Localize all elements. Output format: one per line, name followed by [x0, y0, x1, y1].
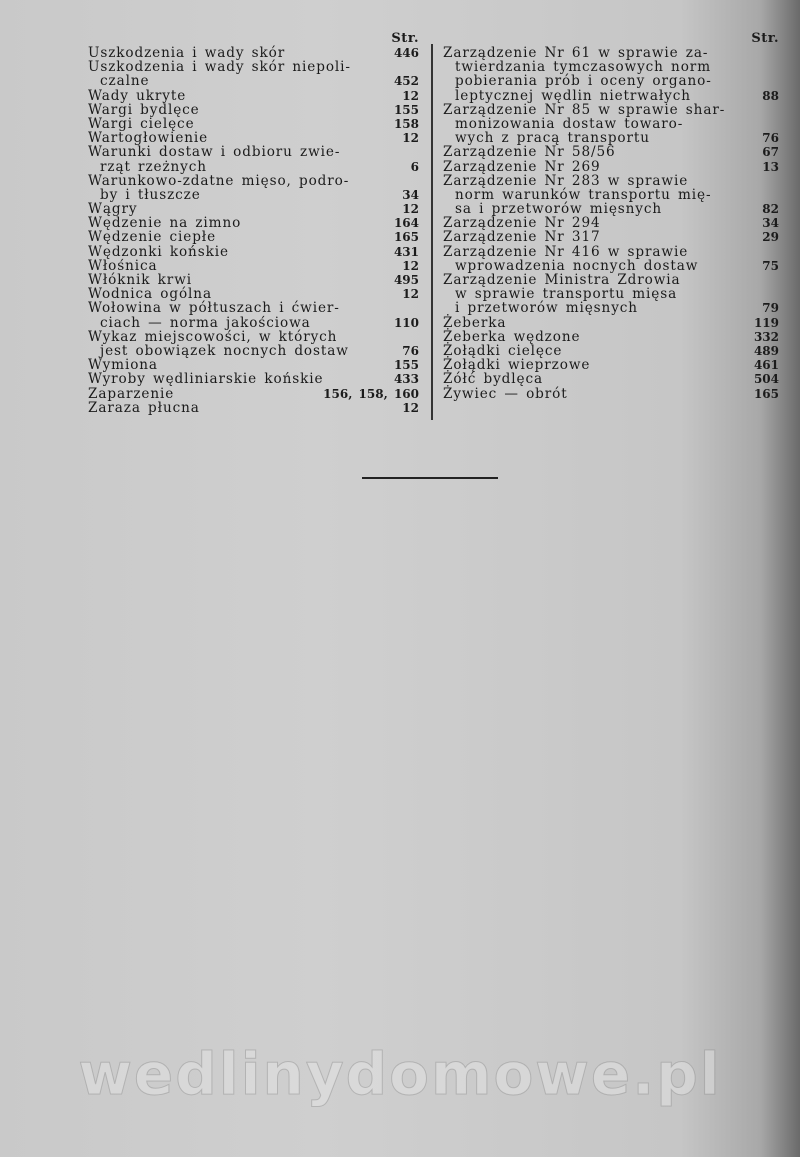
index-entry-line: [443, 344, 779, 358]
index-entry-line: [88, 344, 419, 358]
index-entry-line: [88, 131, 419, 145]
index-entry-line: [443, 74, 779, 88]
index-entry: [88, 202, 419, 216]
page-number: 431: [393, 244, 419, 259]
index-entry-text: Zarządzenie Nr 317: [443, 229, 601, 246]
index-entry: [88, 372, 419, 386]
index-entry-text: Wykaz miejscowości, w których: [88, 328, 338, 345]
index-entry-text: Zaraza płucna: [88, 399, 200, 416]
index-entry-text: ciach — norma jakościowa: [100, 314, 311, 331]
index-entry: [443, 344, 779, 358]
index-entry-line: [443, 230, 779, 244]
index-entry-text: by i tłuszcze: [100, 186, 201, 203]
page-number: 158: [393, 116, 419, 131]
index-entry: [443, 145, 779, 159]
index-entry-line: [88, 160, 419, 174]
page-number: 13: [762, 159, 779, 174]
index-entry-line: [88, 273, 419, 287]
index-entry: [88, 216, 419, 230]
page-column-header: Str.: [391, 31, 419, 46]
index-entry-line: [88, 287, 419, 301]
page-number: 156, 158, 160: [323, 386, 419, 401]
index-entry-text: Zarządzenie Nr 283 w sprawie: [443, 172, 689, 189]
index-entry-text: Wodnica ogólna: [88, 286, 212, 303]
index-entry-line: [88, 174, 419, 188]
index-entry-text: Żeberka wędzone: [443, 328, 581, 345]
index-entry-line: [443, 358, 779, 372]
index-entry: [88, 358, 419, 372]
index-entry: [88, 245, 419, 259]
index-entry-text: Wędzenie ciepłe: [88, 229, 217, 246]
index-entry-text: Zarządzenie Nr 269: [443, 158, 601, 175]
index-entry-text: Wędzonki końskie: [88, 243, 229, 260]
index-entry-line: [443, 131, 779, 145]
index-entry-line: [88, 372, 419, 386]
index-entry-text: Wymiona: [88, 357, 158, 374]
index-entry: [88, 401, 419, 415]
index-entry-line: [443, 60, 779, 74]
index-entry-text: Wędzenie na zimno: [88, 215, 242, 232]
index-entry-line: [443, 287, 779, 301]
page-number: 75: [762, 258, 779, 273]
index-entry-text: wprowadzenia nocnych dostaw: [455, 257, 699, 274]
page-number: 6: [410, 159, 419, 174]
index-entry-line: [88, 202, 419, 216]
index-entry-line: [88, 330, 419, 344]
index-entry-line: [88, 387, 419, 401]
index-entry: [88, 89, 419, 103]
index-entry-line: [88, 103, 419, 117]
index-entry-line: [443, 103, 779, 117]
index-entry-line: [88, 188, 419, 202]
index-entry-line: [443, 202, 779, 216]
index-entry: [88, 145, 419, 173]
index-entry: [88, 273, 419, 287]
index-entry-line: [443, 174, 779, 188]
index-entry: [443, 316, 779, 330]
index-entry-text: norm warunków transportu mię-: [455, 186, 712, 203]
index-entry: [88, 117, 419, 131]
index-entry-text: Zarządzenie Nr 61 w sprawie za-: [443, 45, 709, 61]
index-entry-line: [443, 145, 779, 159]
index-entry-text: sa i przetworów mięsnych: [455, 201, 663, 218]
index-entry-text: wych z pracą transportu: [455, 130, 650, 147]
index-entry: [88, 60, 419, 88]
index-entry-line: [443, 330, 779, 344]
index-column-right: [443, 31, 779, 401]
index-entry: [88, 131, 419, 145]
index-entry: [443, 273, 779, 316]
index-entry: [88, 103, 419, 117]
page-number: 12: [402, 400, 419, 415]
index-entry-line: [88, 89, 419, 103]
index-entry-line: [443, 216, 779, 230]
index-entry-line: [88, 401, 419, 415]
index-entry-text: Żółć bydlęca: [443, 371, 543, 388]
index-entry-line: [88, 301, 419, 315]
watermark: wedlinydomowe.pl: [78, 1040, 722, 1108]
index-entry-text: Zarządzenie Nr 85 w sprawie shar-: [443, 101, 726, 118]
index-entry-text: Wargi cielęce: [88, 115, 195, 132]
index-entry-text: monizowania dostaw towaro-: [455, 115, 684, 132]
end-rule: [362, 477, 498, 479]
page-number: 452: [393, 74, 419, 89]
index-entry-text: pobierania prób i oceny organo-: [455, 73, 712, 90]
page-number: 12: [402, 287, 419, 302]
index-entry-line: [88, 46, 419, 60]
index-entry-text: Zaparzenie: [88, 385, 175, 402]
page-number: 12: [402, 202, 419, 217]
page-number: 82: [762, 202, 779, 217]
index-entry-text: Zarządzenie Nr 58/56: [443, 144, 616, 161]
index-entry-text: rząt rzeżnych: [100, 158, 207, 175]
page-number: 88: [762, 88, 779, 103]
index-entry-text: Warunki dostaw i odbioru zwie-: [88, 144, 341, 161]
index-entry-text: i przetworów mięsnych: [455, 300, 638, 317]
index-entry: [443, 103, 779, 146]
index-entry-line: [88, 230, 419, 244]
index-entry-text: Żołądki wieprzowe: [443, 357, 591, 374]
index-entry-line: [443, 89, 779, 103]
index-entry-line: [443, 387, 779, 401]
page-number: 12: [402, 88, 419, 103]
index-entry: [443, 330, 779, 344]
index-entry-text: Wyroby wędliniarskie końskie: [88, 371, 324, 388]
index-entry-text: Wady ukryte: [88, 87, 187, 104]
page-number: 76: [402, 343, 419, 358]
page-number: 119: [753, 315, 779, 330]
index-entry: [443, 230, 779, 244]
index-entry: [443, 46, 779, 103]
page-number: 79: [762, 301, 779, 316]
index-entry-text: jest obowiązek nocnych dostaw: [100, 342, 349, 359]
index-entry-line: [88, 60, 419, 74]
index-entry-text: Uszkodzenia i wady skór: [88, 45, 286, 61]
index-entry-line: [443, 160, 779, 174]
page-number: 446: [393, 46, 419, 60]
index-entry: [88, 230, 419, 244]
index-entry: [443, 174, 779, 217]
index-entry-line: [443, 46, 779, 60]
index-entry-line: [88, 117, 419, 131]
index-entry-text: Żywiec — obrót: [443, 385, 568, 402]
index-entry-text: w sprawie transportu mięsa: [455, 286, 678, 303]
index-entry: [88, 46, 419, 60]
page-number: 165: [753, 386, 779, 401]
index-entry-text: Wargi bydlęce: [88, 101, 200, 118]
index-entry-text: twierdzania tymczasowych norm: [455, 59, 711, 76]
index-entry-text: czalne: [100, 73, 150, 90]
index-entry-text: Żołądki cielęce: [443, 342, 563, 359]
index-entry-line: [88, 216, 419, 230]
index-entry-line: [88, 74, 419, 88]
page-number: 165: [393, 230, 419, 245]
page-number: 155: [393, 358, 419, 373]
page-number: 29: [762, 230, 779, 245]
column-divider: [431, 44, 433, 420]
index-entry-line: [88, 259, 419, 273]
index-entry: [88, 259, 419, 273]
index-entry-line: [443, 188, 779, 202]
index-entry-line: [88, 358, 419, 372]
page-number: 110: [393, 315, 419, 330]
index-entry: [443, 216, 779, 230]
index-entry: [88, 301, 419, 329]
page-number: 495: [393, 273, 419, 287]
index-entry-text: Warunkowo-zdatne mięso, podro-: [88, 172, 350, 189]
index-entry-text: Żeberka: [443, 314, 507, 331]
index-entry-text: Włośnica: [88, 257, 158, 274]
page-number: 433: [393, 372, 419, 387]
index-entry-line: [443, 316, 779, 330]
page-number: 504: [753, 372, 779, 387]
index-entry-line: [443, 117, 779, 131]
index-entry-text: Włóknik krwi: [88, 272, 192, 288]
index-entry-text: Wołowina w półtuszach i ćwier-: [88, 300, 340, 317]
index-entry-text: Wartogłowienie: [88, 130, 209, 147]
index-entry: [88, 387, 419, 401]
index-entry-line: [88, 145, 419, 159]
index-entry-text: Zarządzenie Ministra Zdrowia: [443, 272, 681, 288]
page-number: 164: [393, 216, 419, 231]
index-entry-text: leptycznej wędlin nietrwałych: [455, 87, 691, 104]
index-entry: [88, 330, 419, 358]
index-entry-text: Uszkodzenia i wady skór niepoli-: [88, 59, 351, 76]
page-column-header: Str.: [751, 31, 779, 46]
page-number: 332: [753, 329, 779, 344]
index-entry: [443, 245, 779, 273]
index-entry-text: Zarządzenie Nr 416 w sprawie: [443, 243, 689, 260]
page-number: 34: [762, 216, 779, 231]
page-number: 76: [762, 131, 779, 146]
index-entry: [88, 287, 419, 301]
index-entry-line: [88, 245, 419, 259]
page-number: 461: [753, 358, 779, 373]
index-entry: [88, 174, 419, 202]
index-entry: [443, 372, 779, 386]
index-entry: [443, 387, 779, 401]
index-entry-text: Wągry: [88, 201, 138, 218]
index-column-left: [88, 31, 419, 415]
index-entry-line: [443, 273, 779, 287]
index-entry-line: [443, 372, 779, 386]
page-number: 12: [402, 131, 419, 146]
page-number: 67: [762, 145, 779, 160]
index-entry-line: [443, 301, 779, 315]
page-number: 12: [402, 258, 419, 273]
index-entry-text: Zarządzenie Nr 294: [443, 215, 601, 232]
index-entry: [443, 358, 779, 372]
index-entry-line: [88, 316, 419, 330]
index-entry: [443, 160, 779, 174]
page-number: 489: [753, 343, 779, 358]
page-number: 34: [402, 187, 419, 202]
index-entry-line: [443, 259, 779, 273]
index-entry-line: [443, 245, 779, 259]
page-number: 155: [393, 102, 419, 117]
